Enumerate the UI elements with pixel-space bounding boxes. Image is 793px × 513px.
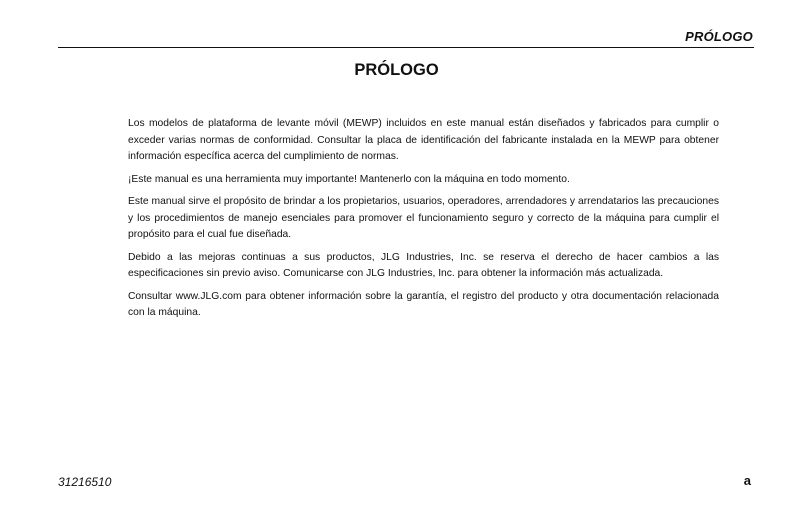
running-header-title: PRÓLOGO	[685, 29, 753, 44]
paragraph-website: Consultar www.JLG.com para obtener información sobre la garantía, el registro del producto y otra documentación relacionada con la máquina.	[128, 290, 719, 318]
body-text	[128, 116, 719, 328]
page-title: PRÓLOGO	[354, 61, 439, 79]
paragraph-purpose: Este manual sirve el propósito de brindar a los propietarios, usuarios, operadores, arrendadores y arrendatarios las precauciones y los procedimientos de manejo esenciales para promover el funcionamiento seguro y correcto de la máquina para cumplir el propósito para el cual fue diseñada.	[128, 196, 719, 240]
footer-page-number: a	[743, 473, 751, 488]
header-divider	[58, 47, 754, 48]
paragraph-conformity: Los modelos de plataforma de levante móvil (MEWP) incluidos en este manual están diseñados y fabricados para cumplir o exceder varias normas de conformidad. Consultar la placa de identificación del fabricante instalada en la MEWP para obtener información específica acerca del cumplimiento de normas.	[128, 118, 719, 162]
paragraph-improvements: Debido a las mejoras continuas a sus productos, JLG Industries, Inc. se reserva el derecho de hacer cambios a las especificaciones sin previo aviso. Comunicarse con JLG Industries, Inc. para obtener la información más actualizada.	[128, 251, 719, 279]
footer-document-number: 31216510	[58, 475, 112, 489]
paragraph-manual-importance: ¡Este manual es una herramienta muy importante! Mantenerlo con la máquina en todo momento.	[128, 173, 570, 185]
